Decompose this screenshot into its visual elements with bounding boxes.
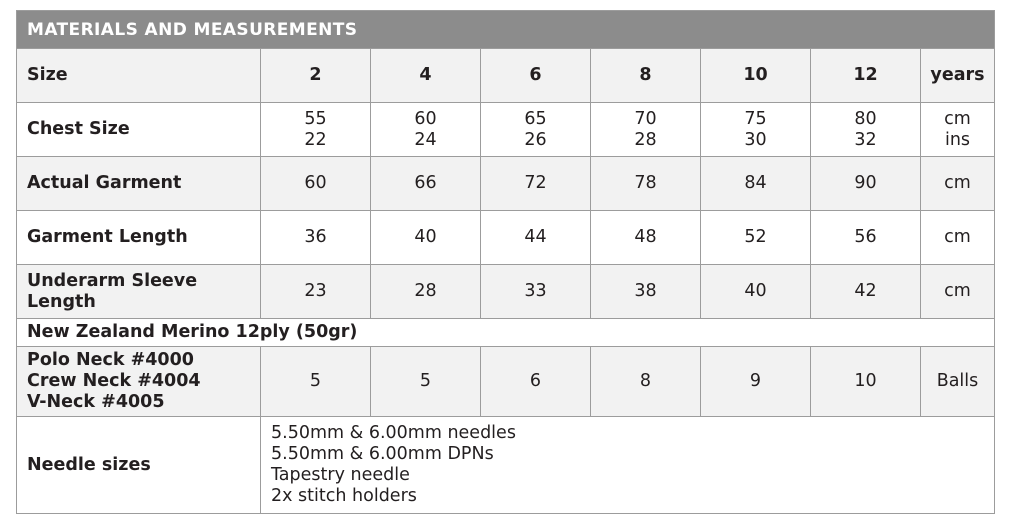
actual-garment-value: 90	[811, 157, 921, 210]
sleeve-length-value: 42	[811, 265, 921, 318]
actual-garment-value: 84	[701, 157, 811, 210]
needle-item: 5.50mm & 6.00mm DPNs	[271, 444, 494, 464]
garment-length-value: 56	[811, 211, 921, 264]
size-value: 10	[701, 49, 811, 102]
balls-value: 6	[481, 347, 591, 416]
garment-length-label: Garment Length	[17, 211, 261, 264]
chest-label: Chest Size	[17, 103, 261, 156]
chest-cell	[591, 103, 701, 156]
chest-cell	[481, 103, 591, 156]
chest-ins: 22	[304, 129, 327, 150]
balls-value: 8	[591, 347, 701, 416]
sleeve-label-line: Length	[27, 291, 96, 312]
chest-row	[17, 103, 994, 157]
garment-length-value: 44	[481, 211, 591, 264]
size-value: 4	[371, 49, 481, 102]
balls-value: 5	[261, 347, 371, 416]
sleeve-length-value: 38	[591, 265, 701, 318]
actual-garment-value: 72	[481, 157, 591, 210]
balls-row	[17, 347, 994, 417]
sleeve-length-label	[17, 265, 261, 318]
balls-value: 5	[371, 347, 481, 416]
needle-item: 2x stitch holders	[271, 486, 417, 506]
chest-unit-cm: cm	[944, 108, 971, 129]
actual-garment-unit: cm	[944, 173, 971, 193]
garment-length-row	[17, 211, 994, 265]
balls-value: 9	[701, 347, 811, 416]
yarn-label: New Zealand Merino 12ply (50gr)	[27, 322, 358, 342]
neck-style-label: V-Neck #4005	[27, 392, 165, 412]
size-header-row	[17, 49, 994, 103]
size-value: 8	[591, 49, 701, 102]
balls-value: 10	[811, 347, 921, 416]
sleeve-length-value: 33	[481, 265, 591, 318]
actual-garment-label: Actual Garment	[17, 157, 261, 210]
needle-sizes-row	[17, 417, 994, 513]
sleeve-label-line: Underarm Sleeve	[27, 270, 198, 291]
actual-garment-value: 66	[371, 157, 481, 210]
actual-garment-row	[17, 157, 994, 211]
balls-unit: Balls	[936, 371, 979, 391]
size-unit: years	[930, 65, 985, 85]
garment-length-value: 52	[701, 211, 811, 264]
chest-ins: 24	[414, 129, 437, 150]
chest-ins: 30	[744, 129, 767, 150]
materials-table	[16, 10, 995, 514]
yarn-row	[17, 319, 994, 347]
table-title: MATERIALS AND MEASUREMENTS	[17, 11, 994, 49]
size-value: 2	[261, 49, 371, 102]
needle-list	[261, 417, 994, 513]
chest-cm: 60	[414, 108, 437, 129]
sleeve-length-value: 40	[701, 265, 811, 318]
neck-style-label: Crew Neck #4004	[27, 371, 201, 391]
chest-cell	[811, 103, 921, 156]
garment-length-value: 36	[261, 211, 371, 264]
chest-cell	[261, 103, 371, 156]
sleeve-length-value: 23	[261, 265, 371, 318]
chest-cm: 55	[304, 108, 327, 129]
chest-cm: 65	[524, 108, 547, 129]
chest-ins: 26	[524, 129, 547, 150]
neck-style-labels	[17, 347, 261, 416]
chest-ins: 32	[854, 129, 877, 150]
chest-ins: 28	[634, 129, 657, 150]
garment-length-unit: cm	[944, 227, 971, 247]
actual-garment-value: 78	[591, 157, 701, 210]
needle-item: Tapestry needle	[271, 465, 410, 485]
needle-item: 5.50mm & 6.00mm needles	[271, 423, 516, 443]
size-value: 6	[481, 49, 591, 102]
chest-cell	[701, 103, 811, 156]
needle-sizes-label: Needle sizes	[17, 417, 261, 513]
size-value: 12	[811, 49, 921, 102]
sleeve-length-unit: cm	[944, 281, 971, 301]
chest-unit	[921, 103, 994, 156]
chest-cm: 75	[744, 108, 767, 129]
size-label: Size	[17, 49, 261, 102]
chest-cell	[371, 103, 481, 156]
garment-length-value: 40	[371, 211, 481, 264]
chest-cm: 70	[634, 108, 657, 129]
neck-style-label: Polo Neck #4000	[27, 350, 194, 370]
sleeve-length-value: 28	[371, 265, 481, 318]
actual-garment-value: 60	[261, 157, 371, 210]
chest-cm: 80	[854, 108, 877, 129]
garment-length-value: 48	[591, 211, 701, 264]
chest-unit-ins: ins	[944, 129, 971, 150]
sleeve-length-row	[17, 265, 994, 319]
